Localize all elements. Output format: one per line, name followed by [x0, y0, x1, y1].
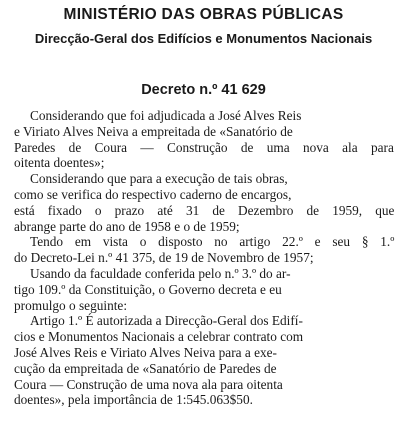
body-line: Considerando que foi adjudicada a José Alves Reis	[30, 108, 302, 123]
body-line: Coura — Construção de uma nova ala para oitenta	[14, 376, 283, 392]
body-line: e Viriato Alves Neiva a empreitada de «Sanatório de	[14, 123, 293, 139]
body-line: oitenta doentes»;	[14, 155, 105, 171]
body-line: Paredes de Coura — Construção de uma nova ala para	[14, 139, 394, 155]
ministry-heading: MINISTÉRIO DAS OBRAS PÚBLICAS	[63, 6, 344, 23]
body-line: cios e Monumentos Nacionais a celebrar contrato com	[14, 329, 304, 345]
body-line: Artigo 1.º É autorizada a Direcção-Geral dos Edifí-	[30, 313, 303, 329]
body-line: está fixado o prazo até 31 de Dezembro de 1959, que	[14, 202, 395, 218]
paragraph-article-1	[14, 313, 394, 408]
paragraph-legal-basis	[14, 234, 394, 266]
body-line: Tendo em vista o disposto no artigo 22.º e seu § 1.º	[30, 234, 395, 250]
body-line: promulgo o seguinte:	[14, 297, 128, 313]
body-line: doentes», pela importância de 1:545.063$50.	[14, 392, 253, 408]
paragraph-deadline	[14, 171, 394, 234]
body-line: Considerando que para a execução de tais obras,	[30, 171, 288, 187]
directorate-heading: Direcção-Geral dos Edifícios e Monumentos Nacionais	[34, 31, 373, 46]
body-line: cução da empreitada de «Sanatório de Paredes de	[14, 360, 277, 376]
body-line: como se verifica do respectivo caderno de encargos,	[14, 186, 292, 202]
paragraph-adjudication	[14, 108, 394, 171]
body-line: José Alves Reis e Viriato Alves Neiva para a exe-	[14, 344, 277, 360]
decree-body	[14, 108, 394, 408]
body-line: Usando da faculdade conferida pelo n.º 3.º do ar-	[30, 265, 291, 281]
paragraph-promulgation	[14, 266, 394, 313]
body-line: abrange parte do ano de 1958 e o de 1959;	[14, 218, 240, 234]
body-line: tigo 109.º da Constituição, o Governo decreta e eu	[14, 281, 282, 297]
body-line: do Decreto-Lei n.º 41 375, de 19 de Novembro de 1957;	[14, 250, 314, 266]
decree-number: Decreto n.º 41 629	[141, 82, 266, 98]
